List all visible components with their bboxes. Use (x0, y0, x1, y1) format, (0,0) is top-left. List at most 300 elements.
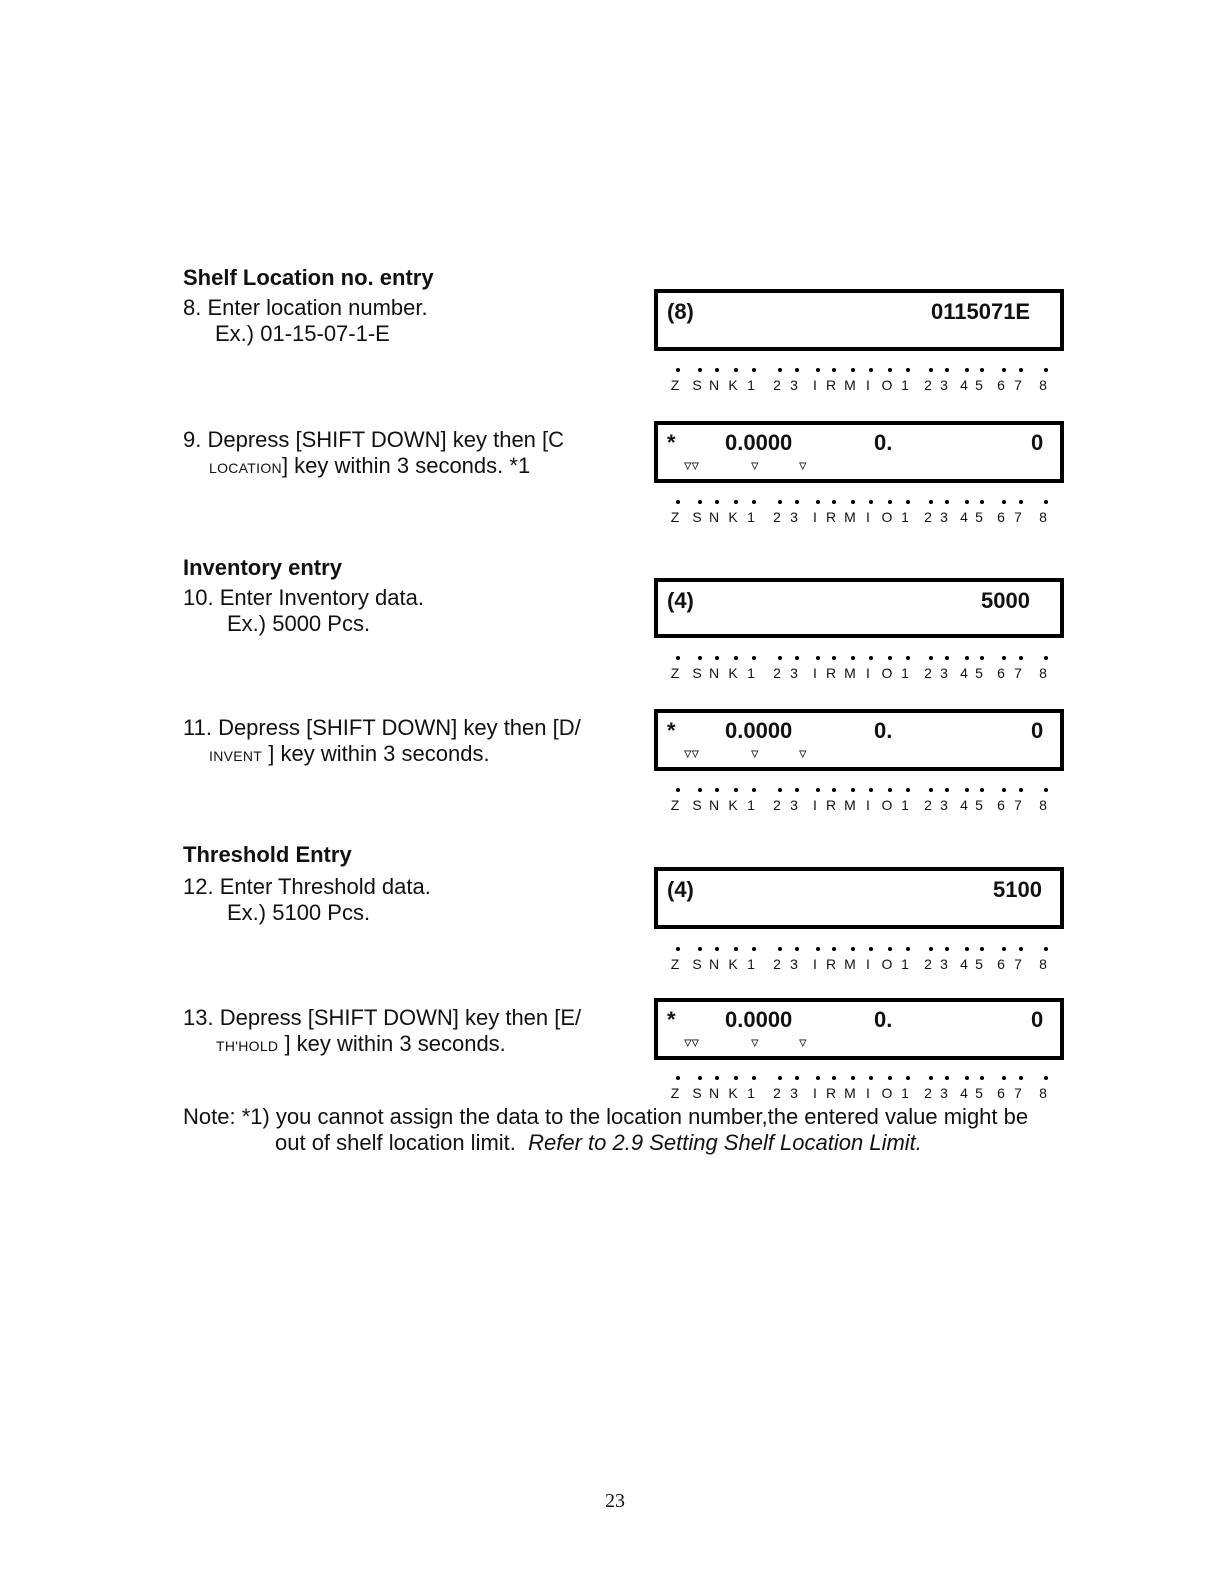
annunciator-label: 3 (940, 956, 948, 972)
step-13-line2-rest: ] key within 3 seconds. (278, 1031, 506, 1056)
annunciator-label: N (708, 797, 720, 813)
annunciator-dot (795, 947, 799, 951)
annunciator-dot (816, 788, 820, 792)
annunciator-dot (715, 656, 719, 660)
annunciator-label: 6 (997, 956, 1005, 972)
annunciator-label: 1 (901, 956, 909, 972)
lcd-display-step-12 (654, 867, 1064, 929)
annunciator-dot (888, 947, 892, 951)
annunciator-dot (1044, 368, 1048, 372)
lcd-last-digit: 0 (1031, 718, 1044, 743)
annunciator-dot (778, 500, 782, 504)
annunciator-dot (851, 788, 855, 792)
annunciator-label: K (728, 797, 738, 813)
annunciator-label: 1 (901, 509, 909, 525)
annunciator-dot (816, 947, 820, 951)
lcd-qty: 0. (874, 430, 893, 455)
lcd-star: * (667, 430, 676, 455)
annunciator-label: K (728, 956, 738, 972)
step-13-line1: 13. Depress [SHIFT DOWN] key then [E/ (183, 1005, 582, 1030)
annunciator-label: 2 (773, 665, 781, 681)
annunciator-dot (1002, 947, 1006, 951)
annunciator-dot (1019, 656, 1023, 660)
annunciator-labels (668, 1086, 1048, 1102)
annunciator-label: 1 (747, 377, 755, 393)
note-line2 (275, 1130, 922, 1156)
annunciator-dot (734, 500, 738, 504)
annunciator-label: 5 (975, 509, 983, 525)
annunciator-dot (1044, 500, 1048, 504)
annunciator-label: S (692, 956, 702, 972)
annunciator-label: 4 (960, 797, 968, 813)
annunciator-label: I (866, 1085, 870, 1101)
section-heading-shelf-location: Shelf Location no. entry (183, 265, 434, 290)
annunciator-dot (1019, 1076, 1023, 1080)
annunciator-dot (676, 368, 680, 372)
annunciator-label: R (825, 956, 837, 972)
annunciator-label: 3 (940, 377, 948, 393)
annunciator-dot (778, 947, 782, 951)
annunciator-label: 8 (1039, 665, 1047, 681)
annunciator-label: 1 (747, 797, 755, 813)
step-8-example: Ex.) 01-15-07-1-E (215, 321, 390, 346)
annunciator-dot (929, 947, 933, 951)
annunciator-dot (752, 1076, 756, 1080)
annunciator-dot (965, 947, 969, 951)
annunciator-label: 7 (1014, 665, 1022, 681)
annunciator-dot (965, 788, 969, 792)
annunciator-dot (1002, 500, 1006, 504)
lcd-display-step-11 (654, 709, 1064, 771)
annunciator-label: 6 (997, 377, 1005, 393)
section-heading-threshold: Threshold Entry (183, 842, 352, 867)
lcd-qty: 0. (874, 718, 893, 743)
annunciator-label: Z (670, 377, 680, 393)
annunciator-label: 3 (790, 509, 798, 525)
annunciator-label: 7 (1014, 509, 1022, 525)
annunciator-dot (698, 1076, 702, 1080)
annunciator-dot (832, 1076, 836, 1080)
annunciator-label: Z (670, 665, 680, 681)
annunciator-label: 1 (747, 509, 755, 525)
note-line2-plain: out of shelf location limit. (275, 1130, 529, 1155)
annunciator-dot (1019, 500, 1023, 504)
annunciator-label: 3 (940, 509, 948, 525)
step-12-example: Ex.) 5100 Pcs. (227, 900, 371, 925)
step-9-line1: 9. Depress [SHIFT DOWN] key then [C (183, 427, 565, 452)
annunciator-dot (906, 947, 910, 951)
lcd-last-digit: 0 (1031, 1007, 1044, 1032)
annunciator-dot (1044, 1076, 1048, 1080)
annunciator-dot (698, 788, 702, 792)
step-9-line2 (209, 453, 530, 479)
annunciator-dot (752, 500, 756, 504)
annunciator-label: I (813, 956, 817, 972)
annunciator-dot (980, 947, 984, 951)
annunciator-dot (715, 947, 719, 951)
annunciator-label: 6 (997, 509, 1005, 525)
annunciator-dot (734, 788, 738, 792)
step-8-line1: 8. Enter location number. (183, 295, 428, 320)
annunciator-dot (795, 788, 799, 792)
annunciator-dot (869, 788, 873, 792)
annunciator-dot (832, 656, 836, 660)
annunciator-dot (676, 788, 680, 792)
annunciator-label: 1 (747, 956, 755, 972)
lcd-value: 5000 (981, 588, 1030, 613)
annunciator-dot (888, 1076, 892, 1080)
annunciator-label: I (866, 797, 870, 813)
step-11-line1: 11. Depress [SHIFT DOWN] key then [D/ (183, 715, 581, 740)
lcd-price: 0.0000 (725, 718, 793, 743)
annunciator-label: 2 (773, 1085, 781, 1101)
annunciator-dot (906, 788, 910, 792)
annunciator-label: 4 (960, 1085, 968, 1101)
annunciator-dot (816, 1076, 820, 1080)
annunciator-dot (929, 1076, 933, 1080)
annunciator-label: O (881, 1085, 893, 1101)
annunciator-dot (1019, 947, 1023, 951)
annunciator-label: 1 (747, 1085, 755, 1101)
annunciator-label: 2 (924, 1085, 932, 1101)
annunciator-dot (752, 368, 756, 372)
annunciator-dot (832, 788, 836, 792)
annunciator-dot (778, 656, 782, 660)
annunciator-dot (980, 1076, 984, 1080)
annunciator-dot (795, 656, 799, 660)
annunciator-label: 7 (1014, 377, 1022, 393)
annunciator-label: S (692, 509, 702, 525)
annunciator-dot (888, 788, 892, 792)
annunciator-label: N (708, 1085, 720, 1101)
lcd-star: * (667, 718, 676, 743)
annunciator-label: 1 (901, 797, 909, 813)
annunciator-dot (715, 500, 719, 504)
annunciator-label: 8 (1039, 377, 1047, 393)
annunciator-label: Z (670, 797, 680, 813)
annunciator-label: 2 (773, 956, 781, 972)
annunciator-dot (795, 1076, 799, 1080)
annunciator-dot (945, 500, 949, 504)
annunciator-dot (888, 368, 892, 372)
annunciator-label: I (813, 665, 817, 681)
annunciator-label: M (844, 797, 856, 813)
lcd-count: (4) (667, 588, 694, 613)
annunciator-label: I (813, 797, 817, 813)
annunciator-dot (715, 788, 719, 792)
annunciator-label: 1 (747, 665, 755, 681)
annunciator-dot (698, 500, 702, 504)
lcd-display-step-10 (654, 578, 1064, 638)
annunciator-label: 8 (1039, 1085, 1047, 1101)
annunciator-label: I (813, 1085, 817, 1101)
section-heading-inventory: Inventory entry (183, 555, 342, 580)
annunciator-label: I (866, 509, 870, 525)
annunciator-label: S (692, 377, 702, 393)
triangle-indicator-icon: ▿ (799, 1034, 807, 1051)
note-line1: Note: *1) you cannot assign the data to the location number,the entered value might be (183, 1104, 1029, 1129)
annunciator-label: N (708, 956, 720, 972)
triangle-indicator-icon: ▿ (751, 457, 759, 474)
annunciator-dot (929, 656, 933, 660)
step-10-example: Ex.) 5000 Pcs. (227, 611, 371, 636)
annunciator-dot (965, 1076, 969, 1080)
annunciator-dot (734, 656, 738, 660)
annunciator-dot (929, 788, 933, 792)
annunciator-label: N (708, 377, 720, 393)
annunciator-labels (668, 798, 1048, 814)
annunciator-label: 7 (1014, 956, 1022, 972)
triangle-indicator-icon: ▿ (799, 745, 807, 762)
step-12-line1: 12. Enter Threshold data. (183, 874, 431, 899)
annunciator-dot (869, 368, 873, 372)
annunciator-label: R (825, 797, 837, 813)
annunciator-dot (1002, 788, 1006, 792)
annunciator-dot (945, 788, 949, 792)
lcd-price: 0.0000 (725, 1007, 793, 1032)
annunciator-dot (869, 500, 873, 504)
annunciator-dot (980, 788, 984, 792)
annunciator-dot (851, 947, 855, 951)
annunciator-dot (698, 368, 702, 372)
annunciator-label: 3 (940, 1085, 948, 1101)
annunciator-label: O (881, 797, 893, 813)
lcd-last-digit: 0 (1031, 430, 1044, 455)
annunciator-dot (832, 500, 836, 504)
annunciator-dot (795, 368, 799, 372)
annunciator-dot (888, 500, 892, 504)
annunciator-label: O (881, 377, 893, 393)
annunciator-dot (906, 500, 910, 504)
annunciator-label: I (866, 377, 870, 393)
step-11-line2-rest: ] key within 3 seconds. (262, 741, 490, 766)
annunciator-dot (676, 1076, 680, 1080)
annunciator-label: I (813, 377, 817, 393)
annunciator-label: 4 (960, 956, 968, 972)
triangle-indicator-icon: ▿▿ (684, 745, 700, 762)
annunciator-dot (965, 500, 969, 504)
annunciator-dot (945, 947, 949, 951)
annunciator-label: K (728, 377, 738, 393)
annunciator-label: I (813, 509, 817, 525)
annunciator-dot (851, 368, 855, 372)
annunciator-dot (851, 1076, 855, 1080)
annunciator-dot (778, 1076, 782, 1080)
annunciator-label: Z (670, 1085, 680, 1101)
step-13-line2 (216, 1031, 506, 1057)
lcd-value: 0115071E (931, 299, 1031, 324)
annunciator-dot (795, 500, 799, 504)
annunciator-label: 6 (997, 797, 1005, 813)
annunciator-dot (778, 368, 782, 372)
annunciator-dot (816, 656, 820, 660)
annunciator-label: 3 (790, 665, 798, 681)
annunciator-label: 3 (940, 665, 948, 681)
annunciator-labels (668, 957, 1048, 973)
annunciator-label: M (844, 956, 856, 972)
annunciator-label: 5 (975, 956, 983, 972)
annunciator-dot (906, 1076, 910, 1080)
annunciator-label: I (866, 665, 870, 681)
annunciator-dot (906, 656, 910, 660)
lcd-star: * (667, 1007, 676, 1032)
lcd-display-step-9 (654, 421, 1064, 483)
annunciator-labels (668, 666, 1048, 682)
lcd-value: 5100 (993, 877, 1042, 902)
annunciator-label: 2 (924, 377, 932, 393)
annunciator-dot (906, 368, 910, 372)
lcd-price: 0.0000 (725, 430, 793, 455)
annunciator-label: 4 (960, 509, 968, 525)
annunciator-dot (752, 788, 756, 792)
annunciator-dot (752, 947, 756, 951)
annunciator-label: S (692, 665, 702, 681)
note-reference: Refer to 2.9 Setting Shelf Location Limit. (528, 1130, 922, 1155)
annunciator-label: M (844, 1085, 856, 1101)
key-label-thhold: TH'HOLD (216, 1038, 279, 1054)
annunciator-label: 8 (1039, 509, 1047, 525)
annunciator-label: Z (670, 956, 680, 972)
annunciator-label: K (728, 1085, 738, 1101)
annunciator-dot (929, 500, 933, 504)
annunciator-label: M (844, 377, 856, 393)
annunciator-label: 8 (1039, 956, 1047, 972)
annunciator-label: 3 (790, 956, 798, 972)
annunciator-label: N (708, 665, 720, 681)
annunciator-dot (1002, 1076, 1006, 1080)
annunciator-dot (945, 1076, 949, 1080)
annunciator-label: R (825, 509, 837, 525)
annunciator-dot (1019, 788, 1023, 792)
annunciator-label: 3 (790, 797, 798, 813)
annunciator-label: 2 (924, 665, 932, 681)
annunciator-dot (980, 368, 984, 372)
annunciator-label: N (708, 509, 720, 525)
annunciator-dot (715, 1076, 719, 1080)
annunciator-dot (929, 368, 933, 372)
annunciator-label: Z (670, 509, 680, 525)
triangle-indicator-icon: ▿ (751, 745, 759, 762)
annunciator-dot (1044, 788, 1048, 792)
annunciator-dot (676, 947, 680, 951)
annunciator-dot (816, 368, 820, 372)
annunciator-label: 2 (773, 509, 781, 525)
annunciator-dot (965, 656, 969, 660)
annunciator-dot (1002, 368, 1006, 372)
lcd-display-step-8 (654, 289, 1064, 351)
annunciator-dot (1044, 656, 1048, 660)
annunciator-label: O (881, 956, 893, 972)
annunciator-label: 2 (924, 509, 932, 525)
annunciator-dot (888, 656, 892, 660)
annunciator-dot (945, 368, 949, 372)
annunciator-dot (698, 656, 702, 660)
step-10-line1: 10. Enter Inventory data. (183, 585, 424, 610)
key-label-location: LOCATION (209, 460, 282, 476)
lcd-qty: 0. (874, 1007, 893, 1032)
annunciator-label: 3 (940, 797, 948, 813)
annunciator-dot (734, 947, 738, 951)
annunciator-dot (980, 500, 984, 504)
annunciator-label: R (825, 1085, 837, 1101)
annunciator-label: 5 (975, 377, 983, 393)
triangle-indicator-icon: ▿▿ (684, 457, 700, 474)
page-number: 23 (605, 1490, 625, 1512)
annunciator-label: 3 (790, 1085, 798, 1101)
annunciator-dot (676, 500, 680, 504)
annunciator-dot (1002, 656, 1006, 660)
annunciator-dot (734, 368, 738, 372)
annunciator-label: I (866, 956, 870, 972)
annunciator-dot (1044, 947, 1048, 951)
annunciator-dot (715, 368, 719, 372)
annunciator-dot (1019, 368, 1023, 372)
annunciator-label: 6 (997, 665, 1005, 681)
annunciator-labels (668, 378, 1048, 394)
annunciator-label: 5 (975, 797, 983, 813)
annunciator-label: O (881, 665, 893, 681)
step-9-line2-rest: ] key within 3 seconds. *1 (281, 453, 531, 478)
annunciator-label: M (844, 509, 856, 525)
annunciator-label: 3 (790, 377, 798, 393)
lcd-count: (4) (667, 877, 694, 902)
key-label-invent: INVENT (209, 748, 263, 764)
annunciator-labels (668, 510, 1048, 526)
annunciator-label: 5 (975, 665, 983, 681)
annunciator-label: R (825, 377, 837, 393)
annunciator-label: 1 (901, 1085, 909, 1101)
step-11-line2 (209, 741, 490, 767)
triangle-indicator-icon: ▿▿ (684, 1034, 700, 1051)
annunciator-dot (778, 788, 782, 792)
annunciator-dot (676, 656, 680, 660)
triangle-indicator-icon: ▿ (751, 1034, 759, 1051)
annunciator-dot (980, 656, 984, 660)
annunciator-label: S (692, 1085, 702, 1101)
annunciator-label: 8 (1039, 797, 1047, 813)
lcd-count: (8) (667, 299, 694, 324)
annunciator-label: 2 (924, 956, 932, 972)
annunciator-label: M (844, 665, 856, 681)
annunciator-dot (698, 947, 702, 951)
annunciator-label: 6 (997, 1085, 1005, 1101)
annunciator-label: 4 (960, 377, 968, 393)
annunciator-label: 2 (773, 377, 781, 393)
annunciator-label: 1 (901, 377, 909, 393)
annunciator-label: 2 (924, 797, 932, 813)
annunciator-dot (869, 947, 873, 951)
lcd-display-step-13 (654, 998, 1064, 1060)
annunciator-dot (869, 656, 873, 660)
annunciator-label: K (728, 665, 738, 681)
annunciator-dot (851, 656, 855, 660)
annunciator-dot (869, 1076, 873, 1080)
annunciator-label: 4 (960, 665, 968, 681)
annunciator-dot (816, 500, 820, 504)
annunciator-label: 7 (1014, 797, 1022, 813)
annunciator-label: 1 (901, 665, 909, 681)
annunciator-label: O (881, 509, 893, 525)
annunciator-dot (945, 656, 949, 660)
triangle-indicator-icon: ▿ (799, 457, 807, 474)
annunciator-dot (832, 947, 836, 951)
annunciator-dot (734, 1076, 738, 1080)
annunciator-dot (752, 656, 756, 660)
annunciator-dot (965, 368, 969, 372)
annunciator-label: 2 (773, 797, 781, 813)
annunciator-dot (851, 500, 855, 504)
annunciator-label: 5 (975, 1085, 983, 1101)
